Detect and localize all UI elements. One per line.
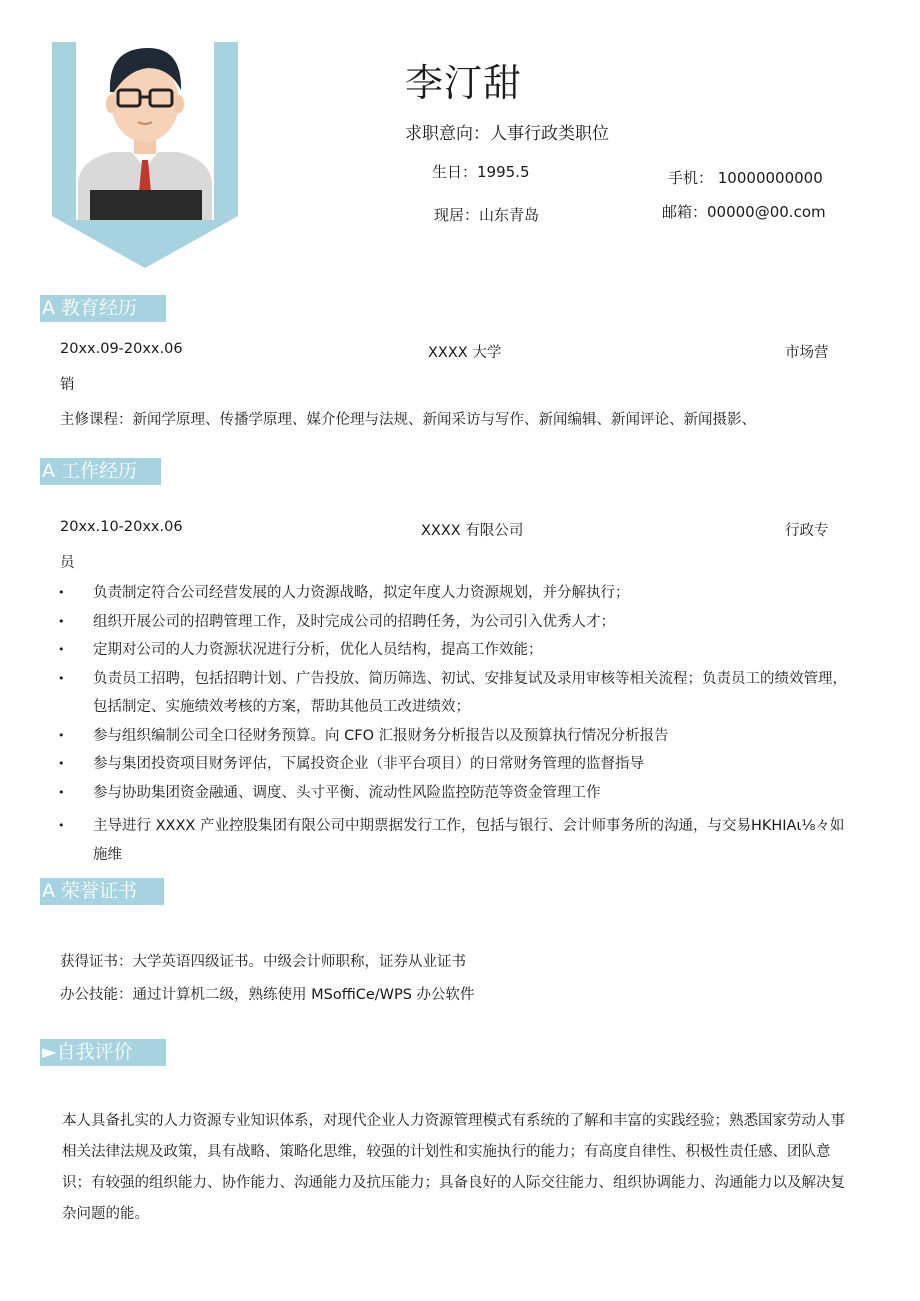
list-item: • 参与组织编制公司全口径财务预算。向 CFO 汇报财务分析报告以及预算执行情况分析报告 [58, 722, 848, 751]
section-education-title: A 教育经历 [40, 295, 166, 322]
section-self-title: ►自我评价 [40, 1039, 166, 1066]
work-duties-list [58, 579, 848, 869]
list-item: • 主导进行 XXXX 产业控股集团有限公司中期票据发行工作，包括与银行、会计师事务所的沟通，与交易HKHIAι⅛々如施维 [58, 812, 848, 869]
residence: 现居：山东青岛 [434, 206, 540, 224]
avatar-illustration [52, 42, 238, 270]
education-courses: 主修课程：新闻学原理、传播学原理、媒介伦理与法规、新闻采访与写作、新闻编辑、新闻评论、新闻摄影、 [60, 412, 756, 428]
education-major-cont: 销 [60, 377, 75, 393]
list-item: • 负责员工招聘，包括招聘计划、广告投放、简历筛选、初试、安排复试及录用审核等相关流程；负责员工的绩效管理，包括制定、实施绩效考核的方案，帮助其他员工改进绩效； [58, 665, 848, 722]
list-item: • 组织开展公司的招聘管理工作，及时完成公司的招聘任务，为公司引入优秀人才； [58, 608, 848, 637]
birthday: 生日：1995.5 [432, 163, 530, 181]
candidate-name: 李汀甜 [405, 61, 523, 105]
education-school: XXXX 大学 [428, 345, 502, 361]
self-evaluation-text: 本人具备扎实的人力资源专业知识体系，对现代企业人力资源管理模式有系统的了解和丰富的实践经验；熟悉国家劳动人事相关法律法规及政策，具有战略、策略化思维，较强的计划性和实施执行的能力；有高度自律性、积极性责任感、团队意识；有较强的组织能力、协作能力、沟通能力及抗压能力；具备良好的人际交往能力、组织协调能力、沟通能力以及解决复杂问题的能。 [62, 1113, 845, 1222]
work-period: 20xx.10-20xx.06 [60, 519, 183, 535]
education-period: 20xx.09-20xx.06 [60, 341, 183, 357]
work-company: XXXX 有限公司 [421, 523, 524, 539]
list-item: • 参与集团投资项目财务评估，下属投资企业（非平台项目）的日常财务管理的监督指导 [58, 750, 848, 779]
job-intent: 求职意向：人事行政类职位 [405, 124, 609, 144]
list-item: • 负责制定符合公司经营发展的人力资源战略，拟定年度人力资源规划，并分解执行； [58, 579, 848, 608]
list-item: • 参与协助集团资金融通、调度、头寸平衡、流动性风险监控防范等资金管理工作 [58, 779, 848, 808]
phone: 手机： 10000000000 [668, 169, 823, 187]
section-work-title: A 工作经历 [40, 458, 161, 485]
work-position-cont: 员 [60, 555, 75, 571]
work-position: 行政专 [785, 523, 829, 539]
office-skills: 办公技能：通过计算机二级，熟练使用 MSoffiCe/WPS 办公软件 [60, 987, 475, 1003]
honors-certificates: 获得证书：大学英语四级证书。中级会计师职称，证券从业证书 [60, 954, 466, 970]
list-item: • 定期对公司的人力资源状况进行分析，优化人员结构，提高工作效能； [58, 636, 848, 665]
email: 邮箱：00000@00.com [662, 203, 826, 221]
avatar [52, 42, 238, 270]
section-honors-title: A 荣誉证书 [40, 878, 164, 905]
education-major: 市场营 [785, 345, 829, 361]
